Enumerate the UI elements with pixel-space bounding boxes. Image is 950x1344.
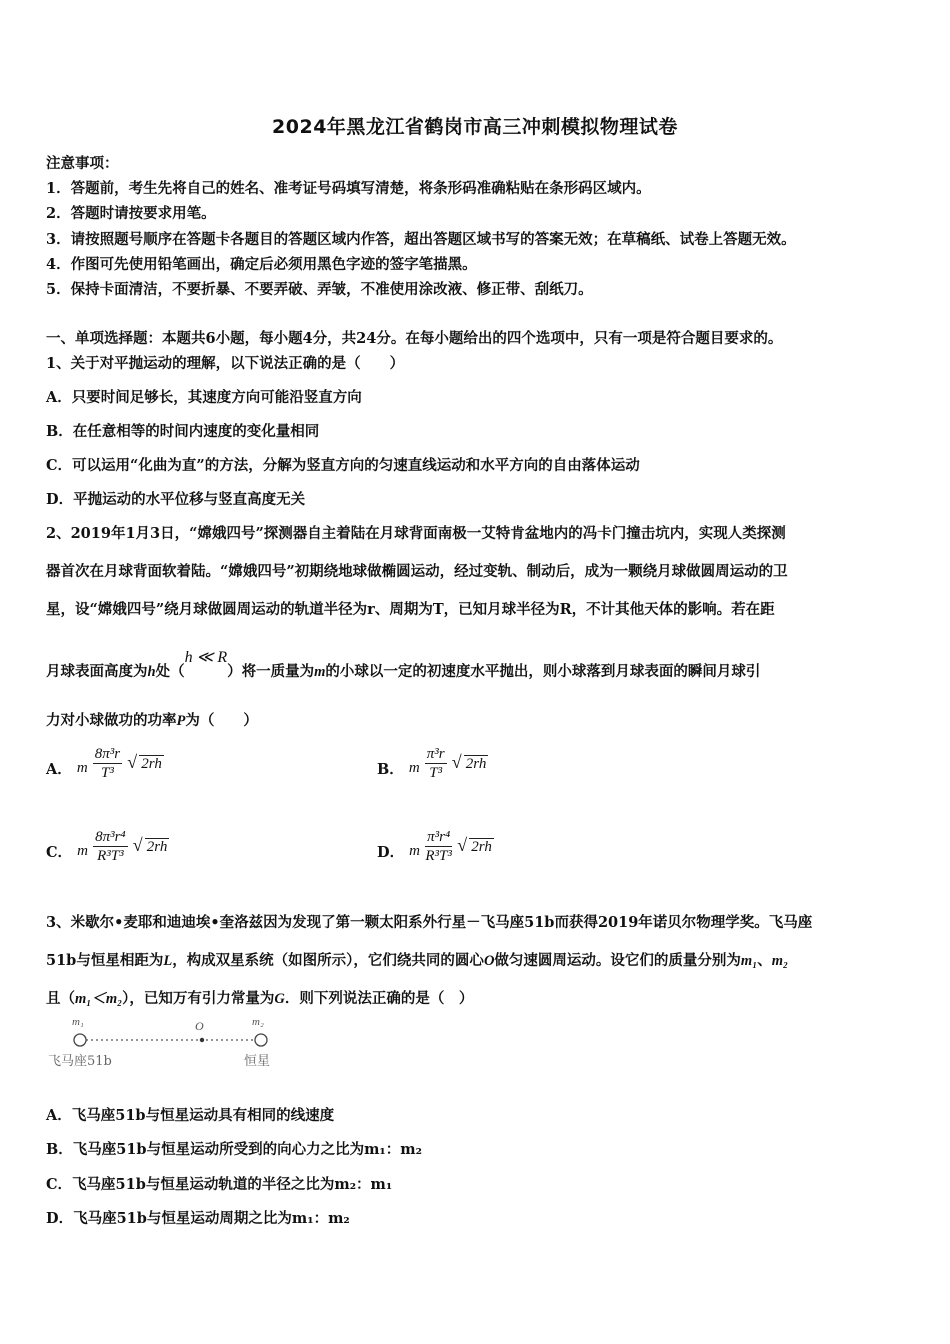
- question-2-line: 器首次在月球背面软着陆。“嫦娥四号”初期绕地球做椭圆运动，经过变轨、制动后，成为一颗绕月球做圆周运动的卫: [46, 563, 788, 580]
- q3-option-c: C．飞马座51b与恒星运动轨道的半径之比为m₂：m₁: [46, 1176, 393, 1193]
- fraction: $\frac{\text{8π³r⁴}}{\text{R³T³}}$: [95, 829, 126, 864]
- notice-item: 4．作图可先使用铅笔画出，确定后必须用黑色字迹的签字笔描黑。: [46, 256, 477, 273]
- condition-formula: h ≪ R: [184, 649, 228, 666]
- sqrt: √ 2rh: [132, 834, 168, 855]
- notice-item: 1．答题前，考生先将自己的姓名、准考证号码填写清楚，将条形码准确粘贴在条形码区域内。: [46, 180, 651, 197]
- sqrt: √ 2rh: [127, 751, 162, 772]
- q2-option-d: D． m $\frac{\text{π³r⁴}}{\text{R³T³}}$ √ 2rh: [377, 829, 492, 864]
- sqrt: √ 2rh: [451, 751, 487, 772]
- m1-label: m₁: [72, 1016, 84, 1028]
- page-title: 2024年黑龙江省鹤岗市高三冲刺模拟物理试卷: [272, 116, 678, 138]
- sqrt: √ 2rh: [457, 834, 492, 855]
- q1-option-d: D．平抛运动的水平位移与竖直高度无关: [46, 491, 306, 508]
- question-2-line: 力对小球做功的功率P为（ ）: [46, 712, 258, 729]
- q1-option-a: A．只要时间足够长，其速度方向可能沿竖直方向: [46, 389, 362, 406]
- planet-label: 飞马座51b: [48, 1054, 112, 1069]
- question-3-line: 51b与恒星相距为L，构成双星系统（如图所示），它们绕共同的圆心O做匀速圆周运动。设它们的质量分别为m₁、m₂: [46, 952, 789, 969]
- planet-circle: [74, 1034, 86, 1046]
- question-3-line: 3、米歇尔•麦耶和迪迪埃•奎洛兹因为发现了第一颗太阳系外行星－飞马座51b而获得2019年诺贝尔物理学奖。飞马座: [46, 914, 813, 931]
- binary-star-figure: [48, 1016, 288, 1072]
- q1-option-b: B．在任意相等的时间内速度的变化量相同: [46, 423, 320, 440]
- question-1-stem: 1、关于对平抛运动的理解，以下说法正确的是（ ）: [46, 355, 405, 372]
- question-2-line: 月球表面高度为h处（h ≪ R）将一质量为m的小球以一定的初速度水平抛出，则小球落到月球表面的瞬间月球引: [46, 649, 761, 680]
- m2-label: m₂: [252, 1016, 264, 1028]
- question-2-line: 星，设“嫦娥四号”绕月球做圆周运动的轨道半径为r、周期为T，已知月球半径为R，不计其他天体的影响。若在距: [46, 601, 775, 618]
- section-heading: 一、单项选择题：本题共6小题，每小题4分，共24分。在每小题给出的四个选项中，只有一项是符合题目要求的。: [46, 330, 783, 347]
- fraction: $\frac{\text{π³r⁴}}{\text{R³T³}}$: [425, 829, 452, 864]
- notice-heading: 注意事项：: [46, 155, 119, 172]
- q3-option-b: B．飞马座51b与恒星运动所受到的向心力之比为m₁：m₂: [46, 1141, 422, 1158]
- fraction: $\frac{\text{8π³r}}{\text{T³}}$: [94, 746, 121, 781]
- question-3-line: 且（m₁＜m₂），已知万有引力常量为G．则下列说法正确的是（ ）: [46, 990, 474, 1007]
- q1-option-c: C．可以运用“化曲为直”的方法，分解为竖直方向的匀速直线运动和水平方向的自由落体运动: [46, 457, 640, 474]
- q2-option-a: A． m $\frac{\text{8π³r}}{\text{T³}}$ √ 2rh: [46, 746, 162, 781]
- question-2-line: 2、2019年1月3日，“嫦娥四号”探测器自主着陆在月球背面南极一艾特肯盆地内的冯卡门撞击坑内，实现人类探测: [46, 525, 786, 542]
- q3-option-a: A．飞马座51b与恒星运动具有相同的线速度: [46, 1107, 335, 1124]
- notice-item: 5．保持卡面清洁，不要折暴、不要弄破、弄皱，不准使用涂改液、修正带、刮纸刀。: [46, 281, 593, 298]
- q2-option-b: B． m $\frac{\text{π³r}}{\text{T³}}$ √ 2rh: [377, 746, 487, 781]
- q2-option-c: C． m $\frac{\text{8π³r⁴}}{\text{R³T³}}$ √ 2rh: [46, 829, 168, 864]
- center-point: [200, 1038, 204, 1042]
- q3-option-d: D．飞马座51b与恒星运动周期之比为m₁：m₂: [46, 1210, 350, 1227]
- star-label: 恒星: [244, 1054, 271, 1069]
- star-circle: [255, 1034, 267, 1046]
- center-o-label: O: [195, 1019, 204, 1033]
- notice-item: 2．答题时请按要求用笔。: [46, 205, 216, 222]
- notice-item: 3．请按照题号顺序在答题卡各题目的答题区域内作答，超出答题区域书写的答案无效；在草稿纸、试卷上答题无效。: [46, 231, 796, 248]
- fraction: $\frac{\text{π³r}}{\text{T³}}$: [426, 746, 445, 781]
